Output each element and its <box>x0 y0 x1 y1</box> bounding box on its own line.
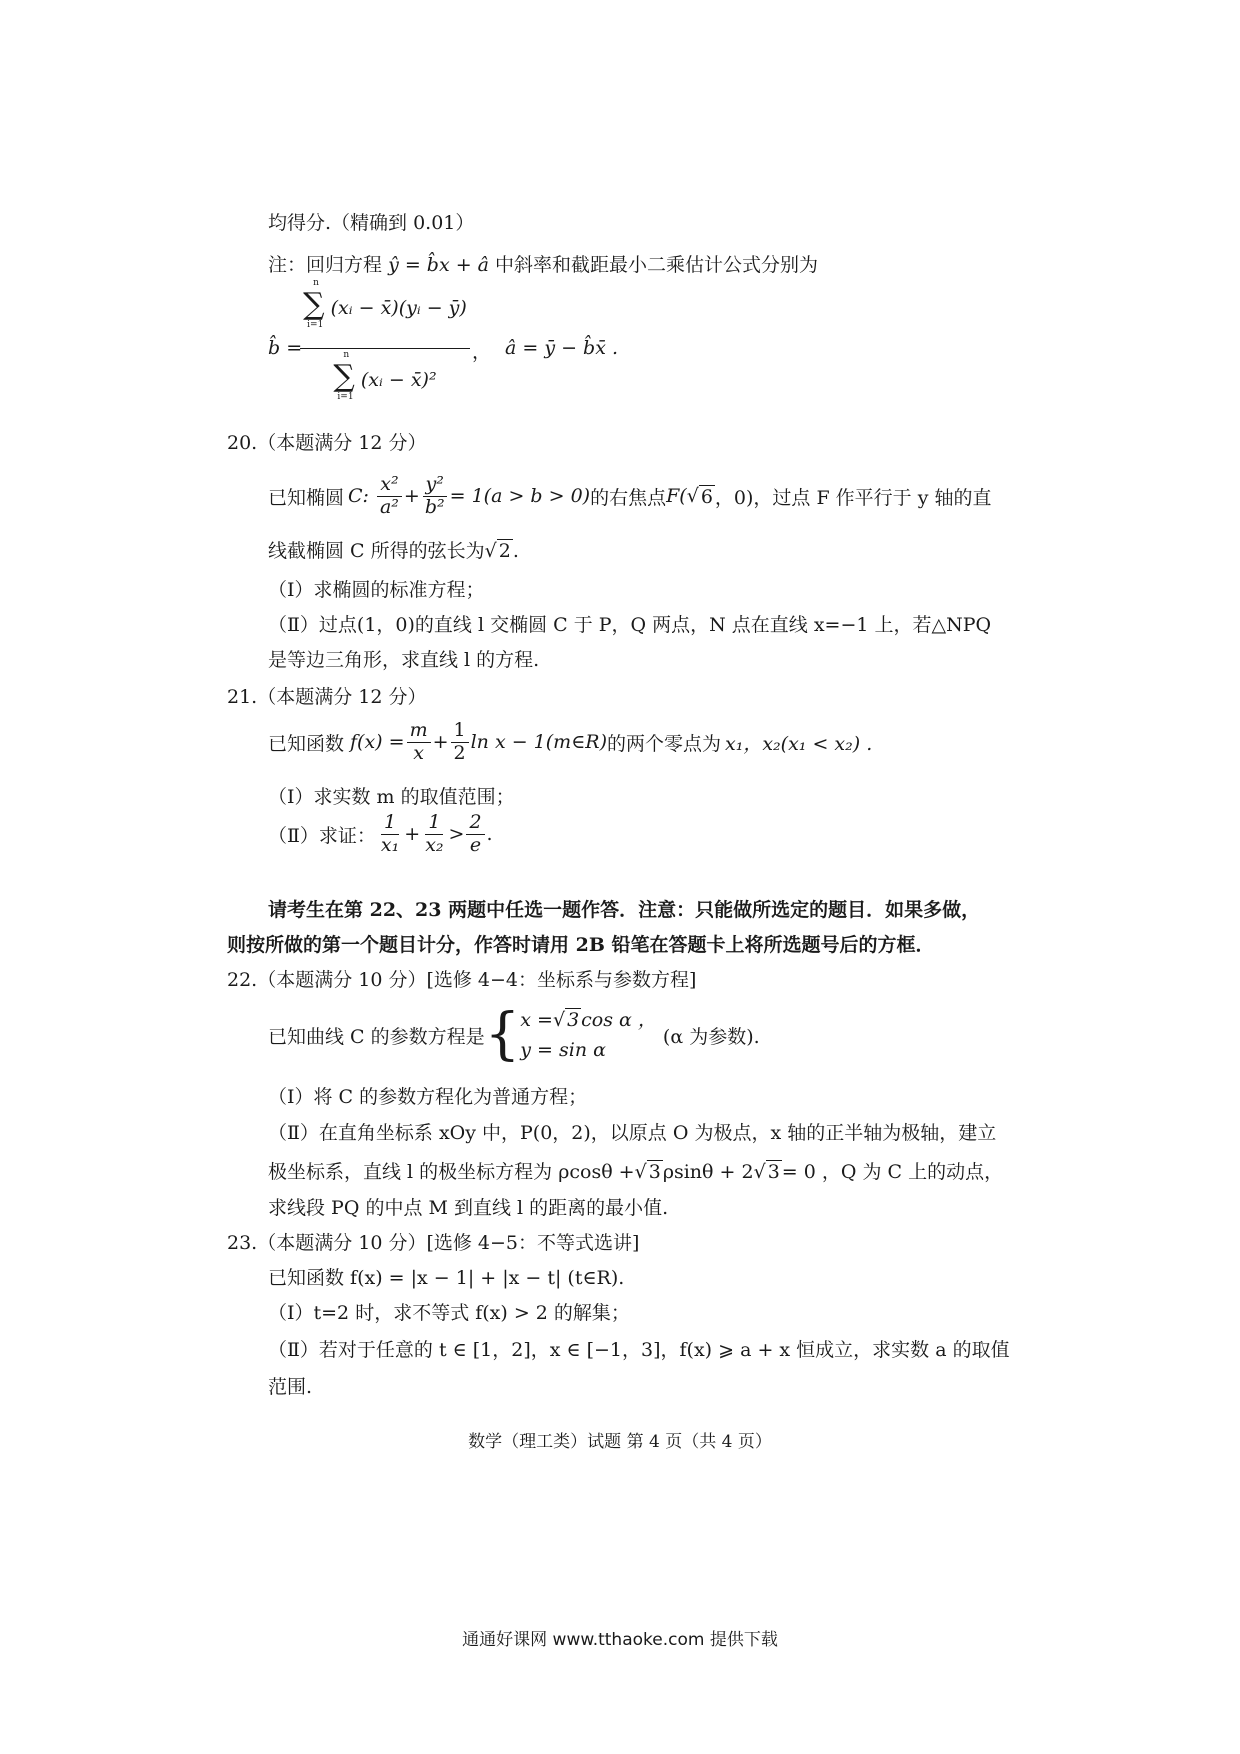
b-hat-numerator: n ∑ i=1 (xᵢ − x̄)(yᵢ − ȳ) <box>303 278 467 330</box>
q22-stem: 已知曲线 C 的参数方程是 { x =√ 3 cos α ， y = sin α (α 为参数). <box>268 1002 760 1067</box>
q23-heading: 23.（本题满分 10 分）[选修 4−5：不等式选讲] <box>227 1232 640 1254</box>
q22-part2-cont: 极坐标系，直线 l 的极坐标方程为 ρcosθ +√ 3 ρsinθ + 2√ 3 = 0 ，Q 为 C 上的动点， <box>268 1161 1004 1183</box>
a-hat-formula: â = ȳ − b̂x̄ . <box>505 337 619 359</box>
q20-line2: 线截椭圆 C 所得的弦长为√ 2 . <box>268 540 519 562</box>
q21-stem: 已知函数 f(x) = $\frac{m}{x}$ + $\frac{1}{2}$ ln x − 1(m∈R) 的两个零点为 x₁，x₂(x₁ < x₂) . <box>268 718 873 764</box>
q23-part2: （Ⅱ）若对于任意的 t ∈ [1，2]，x ∈ [−1，3]，f(x) ⩾ a + x 恒成立，求实数 a 的取值 <box>268 1339 1010 1361</box>
regression-note <box>268 250 818 277</box>
q23-part2-end: 范围. <box>268 1376 313 1398</box>
b-hat-denominator: n ∑ i=1 (xᵢ − x̄)² <box>333 350 437 402</box>
continuation-line: 均得分.（精确到 0.01） <box>268 212 475 234</box>
note-prefix: 注：回归方程 <box>268 254 383 276</box>
q21-part2: （Ⅱ）求证： $\frac{1}{\text{x₁}}$ + $\frac{1}{\text{x₂}}$ > $\frac{2}{e}$ . <box>268 810 493 856</box>
q22-part2-end: 求线段 PQ 的中点 M 到直线 l 的距离的最小值. <box>268 1197 669 1219</box>
q22-part1: （Ⅰ）将 C 的参数方程化为普通方程； <box>268 1086 588 1108</box>
q20-heading: 20.（本题满分 12 分） <box>227 432 427 454</box>
notice-line1: 请考生在第 22、23 两题中任选一题作答．注意：只能做所选定的题目．如果多做， <box>268 899 981 921</box>
q20-stem: 已知椭圆 C: $\frac{\text{x²}}{\text{a²}}$ + $\frac{\text{y²}}{\text{b²}}$ = 1(a > b > 0) 的右焦点 F( √ 6 ，0) ，过点 F 作平行于 y 轴的直 <box>268 472 992 518</box>
b-hat-label: b̂ = <box>268 337 303 359</box>
note-formula: ŷ = b̂x + â <box>388 254 489 276</box>
q21-heading: 21.（本题满分 12 分） <box>227 686 427 708</box>
note-suffix: 中斜率和截距最小二乘估计公式分别为 <box>495 254 819 276</box>
fraction-bar <box>300 348 470 349</box>
download-watermark: 通通好课网 www.tthaoke.com 提供下载 <box>462 1630 778 1650</box>
notice-line2: 则按所做的第一个题目计分，作答时请用 2B 铅笔在答题卡上将所选题号后的方框． <box>227 934 935 956</box>
param-equations: x =√ 3 cos α ， y = sin α <box>520 1008 657 1061</box>
q23-stem: 已知函数 f(x) = |x − 1| + |x − t| (t∈R). <box>268 1267 625 1289</box>
page-footer: 数学（理工类）试题 第 4 页（共 4 页） <box>468 1432 772 1452</box>
q21-part1: （Ⅰ）求实数 m 的取值范围； <box>268 786 515 808</box>
q22-part2: （Ⅱ）在直角坐标系 xOy 中，P(0，2)，以原点 O 为极点，x 轴的正半轴为极轴，建立 <box>268 1122 997 1144</box>
formula-comma: ， <box>472 341 492 363</box>
q20-part1: （Ⅰ）求椭圆的标准方程； <box>268 579 485 601</box>
q20-part2: （Ⅱ）过点(1，0)的直线 l 交椭圆 C 于 P，Q 两点，N 点在直线 x=−1 上，若△NPQ <box>268 614 992 636</box>
q22-heading: 22.（本题满分 10 分）[选修 4−4：坐标系与参数方程] <box>227 969 697 991</box>
q20-part2-cont: 是等边三角形，求直线 l 的方程. <box>268 649 540 671</box>
q23-part1: （Ⅰ）t=2 时，求不等式 f(x) > 2 的解集； <box>268 1302 630 1324</box>
